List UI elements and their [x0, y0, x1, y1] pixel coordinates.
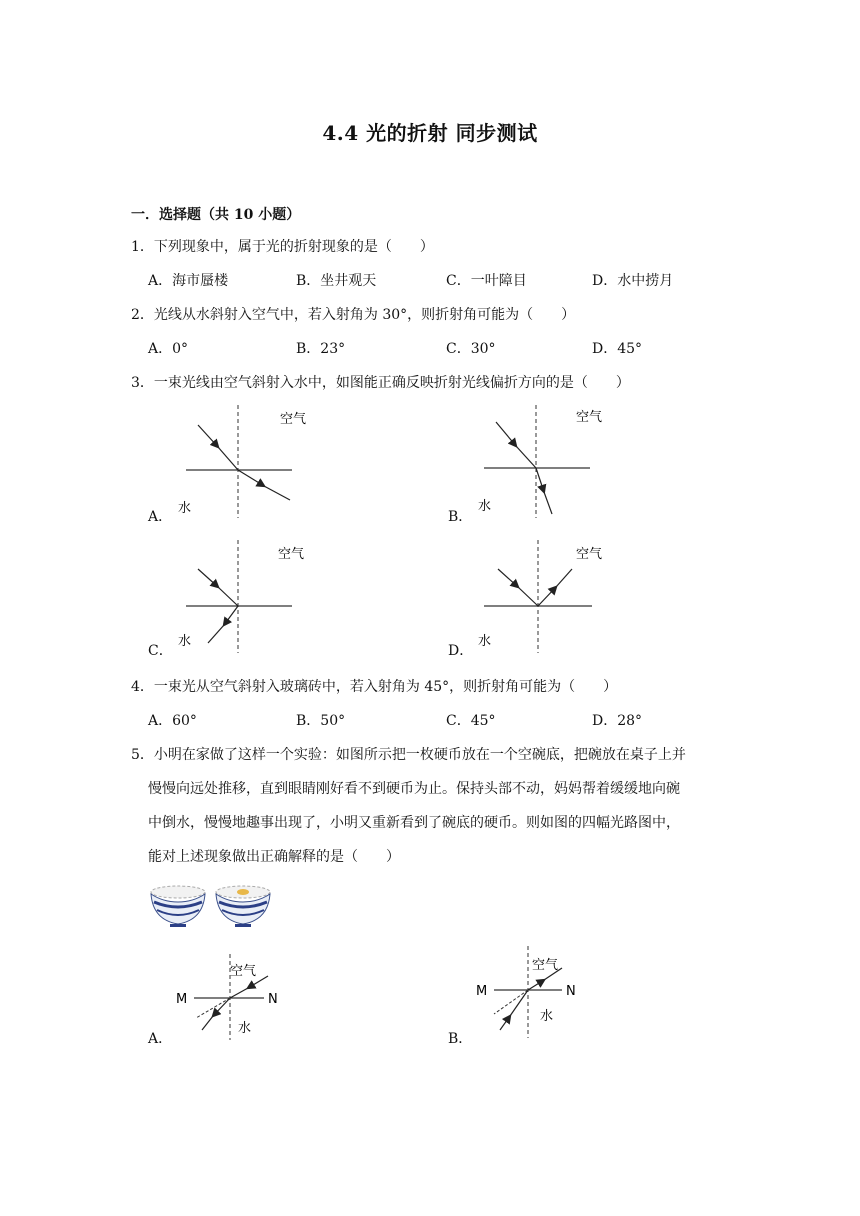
q4-option-d[interactable]: D．28°: [592, 713, 643, 729]
water-label: 水: [178, 501, 192, 516]
question-1-stem: 1．下列现象中，属于光的折射现象的是（ ）: [131, 239, 434, 255]
page-title: 4.4 光的折射 同步测试: [322, 121, 538, 145]
q3-option-b[interactable]: B．: [448, 509, 473, 525]
q5-option-a[interactable]: A．: [148, 1031, 173, 1047]
air-label: 空气: [576, 547, 603, 562]
air-label: 空气: [280, 412, 307, 427]
m-label: M: [476, 984, 488, 999]
air-label: 空气: [230, 964, 257, 979]
q3-figure-c: [170, 535, 310, 660]
air-label: 空气: [576, 410, 603, 425]
q3-figure-d: [470, 535, 610, 660]
water-label: 水: [178, 634, 192, 649]
q1-option-c[interactable]: C．一叶障目: [446, 273, 527, 289]
air-label: 空气: [532, 958, 559, 973]
q2-option-b[interactable]: B．23°: [296, 341, 346, 357]
question-5-line-3: 中倒水，慢慢地趣事出现了，小明又重新看到了碗底的硬币。则如图的四幅光路图中，: [148, 815, 680, 831]
water-label: 水: [478, 499, 492, 514]
n-label: N: [566, 984, 576, 999]
q3-option-d[interactable]: D．: [448, 643, 474, 659]
bowls-illustration: [148, 880, 278, 932]
q3-option-a[interactable]: A．: [148, 509, 173, 525]
water-label: 水: [238, 1021, 252, 1036]
q3-option-c[interactable]: C．: [148, 643, 173, 659]
section-heading: 一．选择题（共 10 小题）: [131, 207, 301, 223]
question-5-line-2: 慢慢向远处推移，直到眼睛刚好看不到硬币为止。保持头部不动，妈妈帮着缓缓地向碗: [148, 781, 680, 797]
q5-figure-a: [170, 950, 290, 1045]
q1-option-d[interactable]: D．水中捞月: [592, 273, 674, 289]
water-label: 水: [540, 1009, 554, 1024]
q2-option-c[interactable]: C．30°: [446, 341, 496, 357]
q4-option-b[interactable]: B．50°: [296, 713, 346, 729]
q2-option-a[interactable]: A．0°: [148, 341, 189, 357]
q3-figure-b: [470, 400, 610, 525]
n-label: N: [268, 992, 278, 1007]
q5-option-b[interactable]: B．: [448, 1031, 473, 1047]
question-4-stem: 4．一束光从空气斜射入玻璃砖中，若入射角为 45°，则折射角可能为（ ）: [131, 679, 618, 695]
q2-option-d[interactable]: D．45°: [592, 341, 643, 357]
m-label: M: [176, 992, 188, 1007]
question-2-stem: 2．光线从水斜射入空气中，若入射角为 30°，则折射角可能为（ ）: [131, 307, 576, 323]
q3-figure-a: [170, 400, 310, 525]
q4-option-a[interactable]: A．60°: [148, 713, 197, 729]
q5-figure-b: [470, 942, 590, 1042]
q1-option-a[interactable]: A．海市蜃楼: [148, 273, 229, 289]
water-label: 水: [478, 634, 492, 649]
air-label: 空气: [278, 547, 305, 562]
question-5-line-4: 能对上述现象做出正确解释的是（ ）: [148, 849, 400, 865]
q4-option-c[interactable]: C．45°: [446, 713, 496, 729]
question-5-line-1: 5．小明在家做了这样一个实验：如图所示把一枚硬币放在一个空碗底，把碗放在桌子上并: [131, 747, 686, 763]
q1-option-b[interactable]: B．坐井观天: [296, 273, 377, 289]
question-3-stem: 3．一束光线由空气斜射入水中，如图能正确反映折射光线偏折方向的是（ ）: [131, 375, 630, 391]
